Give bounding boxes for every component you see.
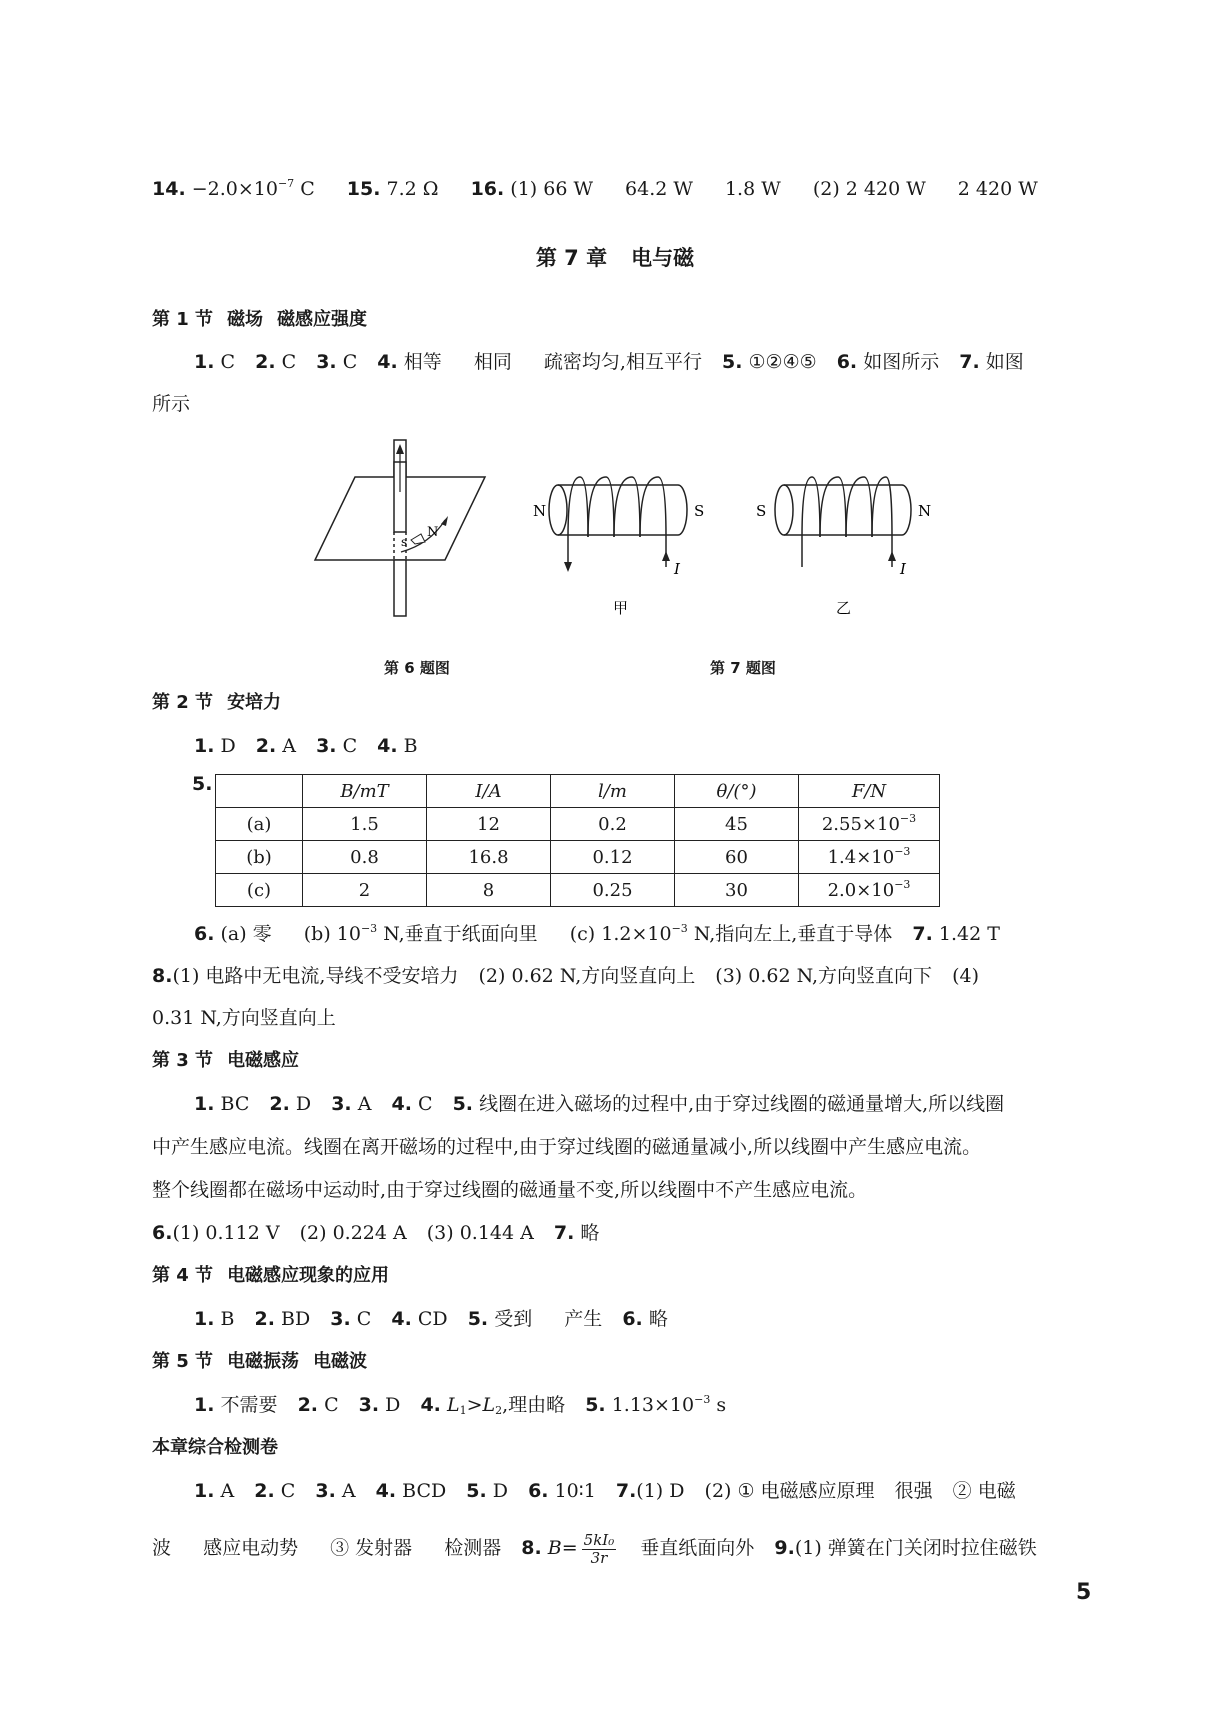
jia-n-pole: N xyxy=(533,502,547,520)
chapter-review-answers: 1. A 2. C 3. A 4. BCD 5. D 6. 10∶1 7.(1) D (2) ① 电磁感应原理 很强 ② 电磁 xyxy=(194,1480,1016,1502)
answer-line-14-16: 14. $-2.0\times 10^{-7}$ C 15. 7.2 Ω 16. (1) 66 W 64.2 W 1.8 W (2) 2 420 W 2 420 W xyxy=(152,177,1038,200)
chapter-review-answers-cont: 波 感应电动势 ③ 发射器 检测器 8. B= $\frac{\text{5kI₀}}{3r}$ 垂直纸面向外 9.(1) 弹簧在门关闭时拉住磁铁 xyxy=(152,1530,1037,1567)
section-3-answers-6-7: 6.(1) 0.112 V (2) 0.224 A (3) 0.144 A 7. 略 xyxy=(152,1222,600,1244)
table-cell: (b) xyxy=(216,841,303,874)
question-5-number: 5. xyxy=(192,773,213,795)
figure-6-n-label: N xyxy=(427,525,439,540)
section-2-answers: 1. D 2. A 3. C 4. B xyxy=(194,735,418,757)
question-8-answers: 8.(1) 电路中无电流,导线不受安培力 (2) 0.62 N,方向竖直向上 (3) 0.62 N,方向竖直向下 (4) xyxy=(152,965,980,987)
section-1-answers-cont: 所示 xyxy=(152,393,191,415)
table-cell: 60 xyxy=(675,841,799,874)
table-header-cell: I/A xyxy=(427,775,551,808)
yi-current-label: I xyxy=(900,560,906,578)
table-row xyxy=(216,874,940,907)
figure-7-caption: 第 7 题图 xyxy=(710,659,776,677)
fraction: $\frac{\text{5kI₀}}{3r}$ xyxy=(583,1530,615,1567)
table-cell: 8 xyxy=(427,874,551,907)
table-header-cell: F/N xyxy=(799,775,940,808)
ampere-force-table xyxy=(215,774,940,907)
yi-n-pole: N xyxy=(918,502,932,520)
table-cell: 16.8 xyxy=(427,841,551,874)
table-header-cell: B/mT xyxy=(303,775,427,808)
table-cell: 12 xyxy=(427,808,551,841)
table-header-row xyxy=(216,775,940,808)
figure-6-s-label: s xyxy=(401,535,408,549)
section-4-heading: 第 4 节 电磁感应现象的应用 xyxy=(152,1265,390,1286)
table-cell: 30 xyxy=(675,874,799,907)
section-3-answers-cont-1: 中产生感应电流。线圈在离开磁场的过程中,由于穿过线圈的磁通量减小,所以线圈中产生感应电流。 xyxy=(152,1136,982,1158)
jia-s-pole: S xyxy=(694,502,705,520)
table-cell: 0.8 xyxy=(303,841,427,874)
table-row xyxy=(216,841,940,874)
table-cell: $2.0\times 10^{-3}$ xyxy=(799,874,940,907)
section-1-heading: 第 1 节 磁场 磁感应强度 xyxy=(152,309,368,330)
section-3-answers-cont-2: 整个线圈都在磁场中运动时,由于穿过线圈的磁通量不变,所以线圈中不产生感应电流。 xyxy=(152,1179,868,1201)
section-4-answers: 1. B 2. BD 3. C 4. CD 5. 受到 产生 6. 略 xyxy=(194,1308,668,1330)
table-header-cell: l/m xyxy=(551,775,675,808)
figure-6-diagram xyxy=(305,432,495,622)
figure-7-yi-solenoid xyxy=(748,455,938,625)
jia-label: 甲 xyxy=(613,599,629,617)
table-header-cell: θ/(°) xyxy=(675,775,799,808)
section-5-heading: 第 5 节 电磁振荡 电磁波 xyxy=(152,1351,368,1372)
section-2-heading: 第 2 节 安培力 xyxy=(152,692,282,713)
table-cell: (c) xyxy=(216,874,303,907)
jia-current-label: I xyxy=(674,560,680,578)
yi-label: 乙 xyxy=(836,599,852,617)
question-8-answers-cont: 0.31 N,方向竖直向上 xyxy=(152,1007,336,1029)
section-5-answers: 1. 不需要 2. C 3. D 4. $L_1>L_2$,理由略 5. $1.13\times 10^{-3}$ s xyxy=(194,1393,727,1417)
table-cell: 0.12 xyxy=(551,841,675,874)
yi-s-pole: S xyxy=(756,502,767,520)
table-cell: $2.55\times 10^{-3}$ xyxy=(799,808,940,841)
chapter-review-heading: 本章综合检测卷 xyxy=(152,1437,278,1458)
table-cell: 0.25 xyxy=(551,874,675,907)
figure-7-jia-solenoid xyxy=(528,455,718,625)
chapter-title: 第 7 章 电与磁 xyxy=(535,246,695,270)
table-cell: $1.4\times 10^{-3}$ xyxy=(799,841,940,874)
table-cell: 45 xyxy=(675,808,799,841)
table-row xyxy=(216,808,940,841)
figure-6-caption: 第 6 题图 xyxy=(384,659,450,677)
table-cell: 1.5 xyxy=(303,808,427,841)
section-3-heading: 第 3 节 电磁感应 xyxy=(152,1050,300,1071)
table-header-cell xyxy=(216,775,303,808)
table-cell: 0.2 xyxy=(551,808,675,841)
section-3-answers: 1. BC 2. D 3. A 4. C 5. 线圈在进入磁场的过程中,由于穿过线圈的磁通量增大,所以线圈 xyxy=(194,1093,1005,1115)
section-1-answers: 1. C 2. C 3. C 4. 相等 相同 疏密均匀,相互平行 5. ①②④⑤ 6. 如图所示 7. 如图 xyxy=(194,351,1024,373)
table-cell: (a) xyxy=(216,808,303,841)
question-6-7-answers: 6. (a) 零 (b) $10^{-3}$ N,垂直于纸面向里 (c) $1.2\times 10^{-3}$ N,指向左上,垂直于导体 7. 1.42 T xyxy=(194,922,1000,945)
page-number: 5 xyxy=(1076,1580,1092,1605)
table-cell: 2 xyxy=(303,874,427,907)
